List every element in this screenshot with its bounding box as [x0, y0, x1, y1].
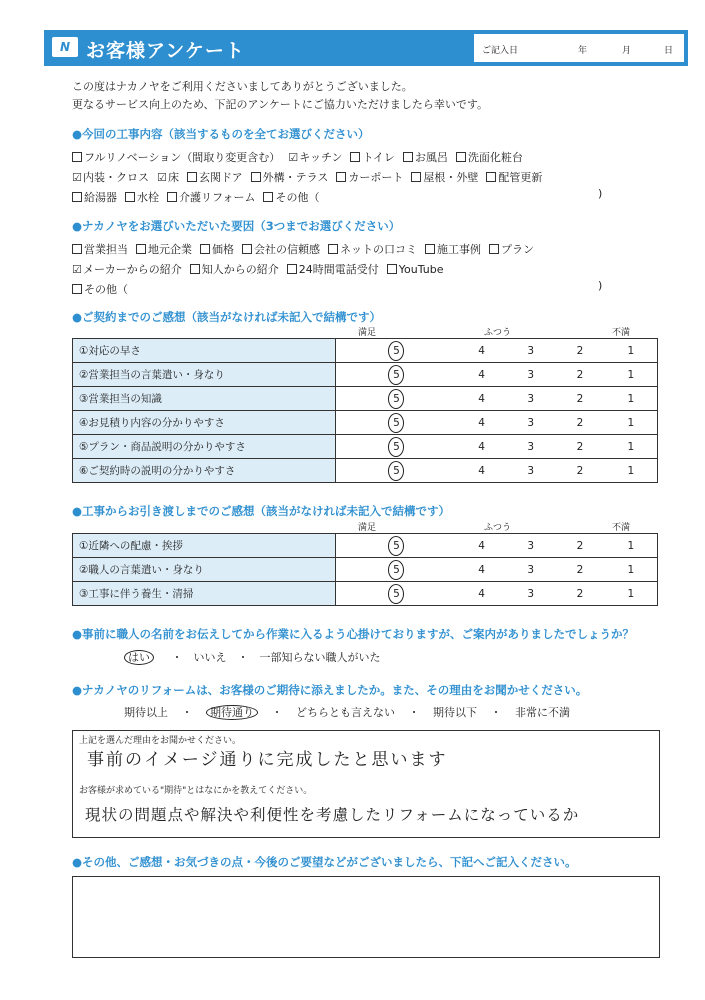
expectation-question: お客様が求めている"期待"とはなにかを教えてください。 — [79, 786, 313, 796]
rating-option-1[interactable] — [605, 339, 658, 363]
section2-option[interactable] — [136, 243, 192, 256]
rating-value: 2 — [576, 539, 584, 552]
section1-option[interactable] — [251, 171, 329, 184]
option-label: 施工事例 — [437, 243, 481, 256]
rating-question: ①対応の早さ — [73, 339, 336, 363]
checkbox-icon[interactable] — [190, 264, 200, 274]
rating-option-5[interactable] — [336, 363, 457, 387]
rating-value: 4 — [478, 539, 485, 552]
rating-option-2[interactable] — [555, 435, 604, 459]
rating-option-5[interactable] — [336, 558, 457, 582]
rating-value: 5 — [388, 437, 404, 457]
rating-value: 4 — [478, 587, 485, 600]
rating-value: 4 — [478, 464, 485, 477]
rating-value: 2 — [576, 416, 584, 429]
rating-option-5[interactable] — [336, 387, 457, 411]
scale-high-label: 満足 — [358, 328, 377, 338]
option-label: 水栓 — [137, 191, 159, 204]
month-label: 月 — [622, 46, 632, 56]
checkbox-icon[interactable] — [287, 264, 297, 274]
option-label: 内装・クロス — [83, 171, 149, 184]
checkbox-icon[interactable] — [336, 172, 346, 182]
rating-option-4[interactable] — [457, 558, 506, 582]
rating-value: 5 — [388, 341, 404, 361]
checkbox-icon[interactable] — [486, 172, 496, 182]
rating-value: 5 — [388, 536, 404, 556]
rating-option-4[interactable] — [457, 339, 506, 363]
contract-rating-table — [72, 338, 658, 483]
expectation-answer: 現状の問題点や解決や利便性を考慮したリフォームになっているか — [85, 806, 580, 824]
option-label: 外構・テラス — [262, 171, 329, 184]
rating-value: 4 — [478, 368, 485, 381]
rating-option-3[interactable] — [506, 411, 555, 435]
section2-option[interactable] — [72, 283, 128, 296]
expectation-options: 期待以上 ・ 期待通り ・ どちらとも言えない ・ 期待以下 ・ 非常に不満 — [124, 706, 570, 719]
company-logo: N — [52, 37, 78, 57]
rating-option-4[interactable] — [457, 459, 506, 483]
rating-option-1[interactable] — [605, 582, 658, 606]
rating-value: 1 — [627, 464, 635, 477]
section2-option[interactable] — [72, 243, 128, 256]
checkbox-icon[interactable] — [251, 172, 261, 182]
section2-option[interactable] — [72, 263, 182, 276]
checkbox-icon[interactable] — [242, 244, 252, 254]
rating-value: 4 — [478, 344, 485, 357]
option-label: 屋根・外壁 — [423, 171, 479, 184]
section1-option[interactable] — [263, 191, 319, 204]
section2-row — [72, 240, 542, 260]
rating-option-2[interactable] — [555, 459, 604, 483]
option-label: お風呂 — [414, 151, 448, 164]
option-label: 知人からの紹介 — [201, 263, 279, 276]
section1-option[interactable] — [187, 171, 243, 184]
rating-value: 3 — [527, 344, 535, 357]
rating-value: 2 — [576, 344, 584, 357]
rating-option-3[interactable] — [506, 534, 555, 558]
section1-title: ●今回の工事内容（該当するものを全てお選びください） — [72, 127, 370, 141]
option-above[interactable]: 期待以上 — [124, 706, 168, 719]
option-label: その他（ — [275, 191, 320, 204]
section5-title: ●事前に職人の名前をお伝えしてから作業に入るよう心掛けておりますが、ご案内がありましたでしょうか？ — [72, 627, 635, 641]
rating-option-3[interactable] — [506, 363, 555, 387]
checkbox-icon[interactable] — [328, 244, 338, 254]
rating-value: 5 — [388, 584, 404, 604]
rating-value: 3 — [527, 392, 535, 405]
rating-value: 4 — [478, 440, 485, 453]
section2-option[interactable] — [489, 243, 534, 256]
option-label: カーポート — [348, 171, 404, 184]
rating-option-1[interactable] — [605, 387, 658, 411]
checked-checkbox-icon[interactable]: ☑ — [288, 151, 299, 164]
rating-value: 3 — [527, 587, 535, 600]
checkbox-icon[interactable] — [72, 244, 82, 254]
rating-value: 2 — [576, 563, 584, 576]
rating-option-3[interactable] — [506, 582, 555, 606]
option-label: 会社の信頼感 — [254, 243, 320, 256]
rating-row — [73, 339, 658, 363]
option-very-dissatisfied[interactable]: 非常に不満 — [515, 706, 570, 719]
section1-option[interactable] — [72, 171, 149, 184]
rating-option-3[interactable] — [506, 459, 555, 483]
rating-value: 3 — [527, 368, 535, 381]
checked-checkbox-icon[interactable]: ☑ — [72, 171, 82, 184]
year-label: 年 — [578, 46, 588, 56]
section1-option[interactable] — [336, 171, 403, 184]
rating-option-1[interactable] — [605, 534, 658, 558]
section1-option[interactable] — [486, 171, 542, 184]
rating-value: 5 — [388, 389, 404, 409]
section1-option[interactable] — [167, 191, 255, 204]
option-label: キッチン — [299, 151, 343, 164]
rating-option-4[interactable] — [457, 582, 506, 606]
checkbox-icon[interactable] — [350, 152, 360, 162]
rating-row — [73, 459, 658, 483]
checkbox-icon[interactable] — [187, 172, 197, 182]
section1-row — [72, 148, 550, 168]
rating-option-1[interactable] — [605, 558, 658, 582]
rating-option-1[interactable] — [605, 411, 658, 435]
rating-row — [73, 411, 658, 435]
rating-question: ②職人の言葉遣い・身なり — [73, 558, 336, 582]
checkbox-icon[interactable] — [425, 244, 435, 254]
option-label: YouTube — [398, 263, 444, 276]
section6-title: ●ナカノヤのリフォームは、お客様のご期待に添えましたか。また、その理由をお聞かせください。 — [72, 683, 588, 697]
option-label: プラン — [501, 243, 534, 256]
rating-question: ⑥ご契約時の説明の分かりやすさ — [73, 459, 336, 483]
rating-value: 1 — [627, 344, 635, 357]
rating-value: 2 — [576, 392, 584, 405]
option-below[interactable]: 期待以下 — [433, 706, 477, 719]
option-label: 給湯器 — [84, 191, 117, 204]
checkbox-icon[interactable] — [263, 192, 273, 202]
rating-value: 4 — [478, 416, 485, 429]
rating-option-5[interactable] — [336, 582, 457, 606]
section3-title: ●ご契約までのご感想（該当がなければ未記入で結構です） — [72, 310, 382, 324]
rating-option-5[interactable] — [336, 459, 457, 483]
rating-option-2[interactable] — [555, 387, 604, 411]
rating-option-2[interactable] — [555, 534, 604, 558]
section2-option[interactable] — [200, 243, 234, 256]
section1-row — [72, 188, 550, 208]
section1-options — [72, 148, 550, 208]
rating-option-2[interactable] — [555, 339, 604, 363]
rating-value: 4 — [478, 563, 485, 576]
section1-row — [72, 168, 550, 188]
option-label: ネットの口コミ — [340, 243, 417, 256]
option-no-partial[interactable]: ・ いいえ ・ 一部知らない職人がいた — [171, 651, 381, 664]
construction-rating-table — [72, 533, 658, 606]
section2-option[interactable] — [328, 243, 417, 256]
section1-option[interactable] — [72, 151, 280, 164]
rating-value: 5 — [388, 413, 404, 433]
checkbox-icon[interactable] — [72, 284, 82, 294]
rating-option-1[interactable] — [605, 459, 658, 483]
rating-value: 1 — [627, 587, 635, 600]
rating-value: 3 — [527, 464, 535, 477]
rating-value: 1 — [627, 416, 635, 429]
option-label: メーカーからの紹介 — [83, 263, 182, 276]
rating-row — [73, 582, 658, 606]
checkbox-icon[interactable] — [200, 244, 210, 254]
intro-line-2: 更なるサービス向上のため、下記のアンケートにご協力いただけましたら幸いです。 — [72, 98, 489, 111]
section2-option[interactable] — [287, 263, 379, 276]
reason-question: 上記を選んだ理由をお聞かせください。 — [79, 736, 242, 746]
scale-low-label: 不満 — [612, 328, 631, 338]
comments-box[interactable] — [72, 876, 660, 958]
rating-question: ⑤プラン・商品説明の分かりやすさ — [73, 435, 336, 459]
option-label: 営業担当 — [84, 243, 128, 256]
reason-answer: 事前のイメージ通りに完成したと思います — [87, 750, 448, 770]
checkbox-icon[interactable] — [125, 192, 135, 202]
option-label: 玄関ドア — [199, 171, 243, 184]
rating-value: 5 — [388, 560, 404, 580]
section2-options — [72, 240, 542, 300]
checked-checkbox-icon[interactable]: ☑ — [157, 171, 167, 184]
section2-option[interactable] — [242, 243, 320, 256]
rating-question: ③工事に伴う養生・清掃 — [73, 582, 336, 606]
rating-value: 1 — [627, 392, 635, 405]
rating-value: 1 — [627, 563, 635, 576]
option-label: 洗面化粧台 — [467, 151, 523, 164]
option-label: 床 — [168, 171, 179, 184]
option-yes[interactable]: はい — [124, 650, 154, 665]
section4-title: ●工事からお引き渡しまでのご感想（該当がなければ未記入で結構です） — [72, 504, 451, 518]
rating-option-2[interactable] — [555, 411, 604, 435]
checkbox-icon[interactable] — [387, 264, 397, 274]
checkbox-icon[interactable] — [411, 172, 421, 182]
rating-value: 3 — [527, 539, 535, 552]
checkbox-icon[interactable] — [136, 244, 146, 254]
section1-option[interactable] — [72, 191, 117, 204]
section2-title: ●ナカノヤをお選びいただいた要因（3つまでお選びください） — [72, 219, 401, 233]
rating-value: 2 — [576, 587, 584, 600]
section1-option[interactable] — [125, 191, 159, 204]
scale-high-label-2: 満足 — [358, 523, 377, 533]
section2-row — [72, 260, 542, 280]
section5-answer — [124, 649, 381, 665]
option-label: 地元企業 — [148, 243, 192, 256]
rating-option-3[interactable] — [506, 435, 555, 459]
rating-option-5[interactable] — [336, 435, 457, 459]
section1-option[interactable] — [456, 151, 523, 164]
rating-question: ③営業担当の知識 — [73, 387, 336, 411]
date-label: ご記入日 — [482, 46, 519, 56]
rating-row — [73, 435, 658, 459]
rating-value: 5 — [388, 461, 404, 481]
rating-value: 5 — [388, 365, 404, 385]
checkbox-icon[interactable] — [456, 152, 466, 162]
checkbox-icon[interactable] — [167, 192, 177, 202]
scale-mid-label-2: ふつう — [484, 523, 512, 533]
rating-option-4[interactable] — [457, 411, 506, 435]
intro-line-1: この度はナカノヤをご利用くださいましてありがとうございました。 — [72, 80, 413, 93]
scale-low-label-2: 不満 — [612, 523, 631, 533]
rating-option-2[interactable] — [555, 582, 604, 606]
section2-row — [72, 280, 542, 300]
rating-option-4[interactable] — [457, 363, 506, 387]
rating-option-3[interactable] — [506, 387, 555, 411]
section1-option[interactable] — [411, 171, 478, 184]
rating-row — [73, 534, 658, 558]
rating-option-5[interactable] — [336, 411, 457, 435]
option-as-expected[interactable]: 期待通り — [206, 705, 258, 720]
section1-option[interactable] — [350, 151, 394, 164]
rating-row — [73, 558, 658, 582]
rating-question: ④お見積り内容の分かりやすさ — [73, 411, 336, 435]
rating-option-2[interactable] — [555, 558, 604, 582]
checkbox-icon[interactable] — [489, 244, 499, 254]
section1-option[interactable] — [157, 171, 179, 184]
rating-option-5[interactable] — [336, 339, 457, 363]
rating-row — [73, 387, 658, 411]
section2-option[interactable] — [425, 243, 481, 256]
rating-value: 3 — [527, 440, 535, 453]
checkbox-icon[interactable] — [403, 152, 413, 162]
option-label: 配管更新 — [498, 171, 543, 184]
rating-option-1[interactable] — [605, 435, 658, 459]
checkbox-icon[interactable] — [72, 192, 82, 202]
rating-value: 3 — [527, 416, 535, 429]
rating-value: 1 — [627, 368, 635, 381]
rating-value: 1 — [627, 539, 635, 552]
date-field[interactable] — [474, 34, 684, 62]
option-label: 介護リフォーム — [179, 191, 256, 204]
rating-option-1[interactable] — [605, 363, 658, 387]
rating-option-4[interactable] — [457, 387, 506, 411]
rating-option-2[interactable] — [555, 363, 604, 387]
rating-value: 3 — [527, 563, 535, 576]
option-label: トイレ — [362, 151, 395, 164]
page-title: お客様アンケート — [86, 40, 245, 62]
option-label: 24時間電話受付 — [298, 263, 379, 276]
reason-answer-box[interactable] — [72, 730, 660, 838]
rating-question: ①近隣への配慮・挨拶 — [73, 534, 336, 558]
option-neither[interactable]: どちらとも言えない — [296, 706, 395, 719]
rating-value: 2 — [576, 440, 584, 453]
rating-value: 2 — [576, 368, 584, 381]
section2-close-paren: ) — [598, 279, 603, 292]
option-label: その他（ — [84, 283, 128, 296]
rating-value: 1 — [627, 440, 635, 453]
rating-option-3[interactable] — [506, 339, 555, 363]
rating-row — [73, 363, 658, 387]
rating-option-3[interactable] — [506, 558, 555, 582]
scale-mid-label: ふつう — [484, 328, 512, 338]
section7-title: ●その他、ご感想・お気づきの点・今後のご要望などがございましたら、下記へご記入ください。 — [72, 855, 577, 869]
day-label: 日 — [664, 46, 674, 56]
checkbox-icon[interactable] — [72, 152, 82, 162]
rating-value: 2 — [576, 464, 584, 477]
rating-value: 4 — [478, 392, 485, 405]
rating-option-5[interactable] — [336, 534, 457, 558]
rating-option-4[interactable] — [457, 534, 506, 558]
rating-question: ②営業担当の言葉遣い・身なり — [73, 363, 336, 387]
section1-close-paren: ) — [598, 187, 603, 200]
option-label: フルリノベーション（間取り変更含む） — [84, 151, 281, 164]
section1-option[interactable] — [288, 151, 342, 164]
section2-option[interactable] — [190, 263, 279, 276]
rating-option-4[interactable] — [457, 435, 506, 459]
checked-checkbox-icon[interactable]: ☑ — [72, 263, 82, 276]
section1-option[interactable] — [403, 151, 448, 164]
option-label: 価格 — [212, 243, 234, 256]
section2-option[interactable] — [387, 263, 444, 276]
